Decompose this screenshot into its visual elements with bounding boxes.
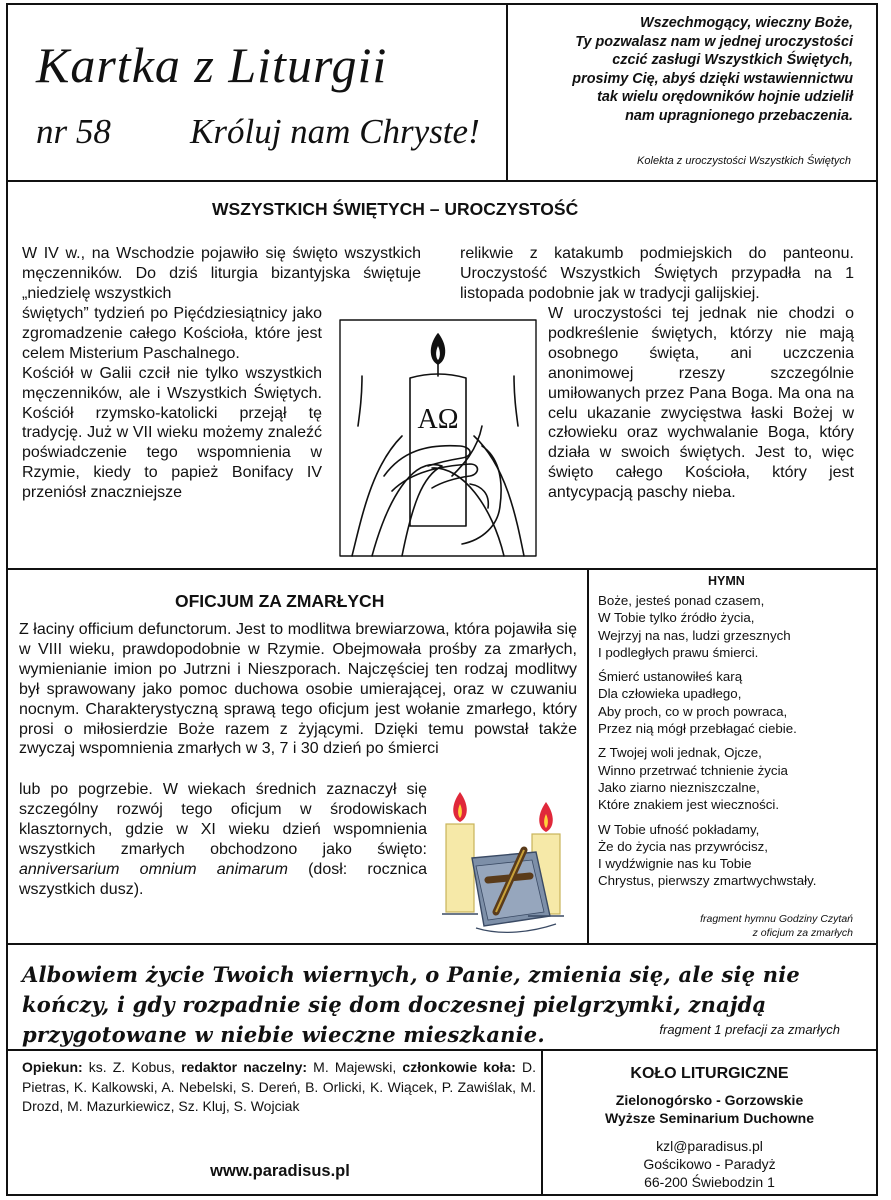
website-link[interactable]: www.paradisus.pl [210,1162,350,1180]
hymn-line: Z Twojej woli jednak, Ojcze, [598,745,762,761]
hymn-line: Boże, jesteś ponad czasem, [598,593,765,608]
members-label: członkowie koła: [402,1059,516,1075]
feast-right-wrap: W uroczystości tej jednak nie chodzi o podkreślenie świętych, którzy nie mają osobnego święta, ani uczczenia anonimowej rzeszy szczególnie umiłowanych przez Pana Boga. Ma ona na celu ukazanie zwycięstwa łaski Bożej w człowieku oraz wychwalanie Boga, który działa w swoich świętych. Jest to, więc święto całego Kościoła, który jest antycypacją paschy nieba. [548,305,854,502]
collect-prayer [515,14,853,125]
hymn-line: Że do życia nas przywrócisz, [598,838,768,854]
editor-label: redaktor naczelny: [181,1059,308,1075]
collect-line: Wszechmogący, wieczny Boże, [640,15,853,31]
organization-info [547,1065,872,1191]
feast-paragraph: Kościół w Galii czcił nie tylko wszystkich męczenników, ale i Wszystkich Świętych. Kościół rzymsko-katolicki przejął tę tradycję. Już w VII wieku możemy znaleźć poświadczenie tego wspomnienia w Rzymie, kiedy to papież Bonifacy IV przeniósł znaczniejsze [22,364,322,502]
hymn-line: I wydźwignie nas ku Tobie [598,856,752,872]
hymn-stanza [598,744,860,813]
paschal-candle-illustration [332,316,544,564]
contact-email[interactable]: kzl@paradisus.pl [656,1138,763,1154]
collect-source: Kolekta z uroczystości Wszystkich Świętych [637,155,851,167]
editor-name: M. Majewski, [313,1059,397,1075]
hymn-stanza [598,592,860,661]
masthead-motto: Króluj nam Chryste! [190,112,480,151]
hymn-line: Chrystus, pierwszy zmartwychwstały. [598,873,817,889]
hymn-line: Jako ziarno niezniszczalne, [598,779,760,795]
address-line: Gościkowo - Paradyż [643,1156,776,1172]
hymn-line: Winno przetrwać tchnienie życia [598,762,788,778]
divider [587,568,589,944]
office-paragraph: Z łaciny officium defunctorum. Jest to modlitwa brewiarzowa, która pojawiła się w VIII wieku, prawdopodobnie w Rzymie. Obejmowała prośby za zmarłych, wymienianie imion po Jutrzni i Nieszporach. Najczęściej ten rodzaj modlitwy był sprawowany jako pomoc duchowa osobie umierającej, oraz w czuwaniu nocnym. Charakterystyczną sprawą tego oficjum jest wołanie zmarłego, który prosi o miłosierdzie Boże razem z żyjącymi. Dzięki temu powstał także zwyczaj wspomnienia zmarłych w 3, 7 i 30 dzień po śmierci [19,621,577,758]
hymn-title: HYMN [708,574,745,588]
collect-line: czcić zasługi Wszystkich Świętych, [612,52,853,68]
editorial-staff [22,1058,536,1117]
organization-name: KOŁO LITURGICZNE [630,1065,789,1082]
alpha-omega-letters: AΩ [417,404,459,435]
feast-paragraph: świętych” tydzień po Pięćdziesiątnicy jako zgromadzenie całego Kościoła, które jest celem Misterium Paschalnego. [22,305,322,362]
hymn-line: Przez nią mógł przebłagać ciebie. [598,721,797,737]
divider [6,180,878,182]
office-paragraph-wrap [19,780,427,899]
divider [506,3,508,181]
hymn-source-line: fragment hymnu Godziny Czytań [700,913,853,925]
hymn-line: Wejrzyj na nas, ludzi grzesznych [598,627,791,643]
hymn-source-line: z oficjum za zmarłych [752,927,853,939]
issue-number: nr 58 [36,112,111,151]
preface-quote: Albowiem życie Twoich wiernych, o Panie, zmienia się, ale się nie kończy, i gdy rozpadnie się dom doczesnej pielgrzymki, znajdą przygotowane w niebie wieczne mieszkanie. [22,962,800,1047]
members-list: D. Pietras, K. Kalkowski, A. Nebelski, S. Dereń, B. Orlicki, K. Wiącek, P. Zawiślak, M. Drozd, M. Mazurkiewicz, Sz. Kluj, S. Wojciak [22,1059,537,1115]
divider [6,568,878,570]
masthead-title: Kartka z Liturgii [36,37,388,93]
hymn-line: Które znakiem jest wieczności. [598,797,780,813]
hymn-line: Aby proch, co w proch powraca, [598,703,788,719]
collect-line: Ty pozwalasz nam w jednej uroczystości [575,33,853,50]
feast-title: WSZYSTKICH ŚWIĘTYCH – UROCZYSTOŚĆ [212,199,579,219]
feast-left-wrap [22,304,322,503]
office-title: OFICJUM ZA ZMARŁYCH [175,591,385,611]
organization-line: Zielonogórsko - Gorzowskie [615,1092,804,1108]
office-text: (dosł: rocznica wszystkich dusz). [19,860,427,898]
collect-line: tak wielu orędowników hojnie udzielił [597,89,853,105]
office-latin-term: anniversarium omnium animarum [19,860,288,878]
guardian-label: Opiekun: [22,1059,83,1075]
hymn-line: W Tobie tylko źródło życia, [598,610,755,626]
collect-line: prosimy Cię, abyś dzięki wstawiennictwu [572,70,853,87]
feast-right-top: relikwie z katakumb podmiejskich do panteonu. Uroczystość Wszystkich Świętych przypadła na 1 listopada podobnie jak w tradycji galijskiej. [460,245,854,302]
office-text: lub po pogrzebie. W wiekach średnich zaznaczył się szczególny rozwój tego oficjum w środowiskach klasztornych, gdzie w XI wieku dzień wspomnienia wszystkich zmarłych obchodzono jako święto: [19,781,427,858]
hymn-line: Śmierć ustanowiłeś karą [598,669,743,685]
guardian-name: ks. Z. Kobus, [88,1059,175,1075]
hymn-line: Dla człowieka upadłego, [598,686,742,702]
divider [541,1049,543,1196]
hymn-line: I podległych prawu śmierci. [598,644,759,660]
divider [6,943,878,945]
feast-left-top: W IV w., na Wschodzie pojawiło się święto wszystkich męczenników. Do dziś liturgia bizantyjska świętuje „niedzielę wszystkich [22,245,421,302]
candles-and-book-illustration [432,788,574,938]
hymn-line: W Tobie ufność pokładamy, [598,821,760,837]
preface-source: fragment 1 prefacji za zmarłych [659,1022,840,1037]
hymn-stanza [598,821,860,890]
hymn-text [598,592,860,897]
address-line: 66-200 Świebodzin 1 [644,1174,775,1190]
organization-line: Wyższe Seminarium Duchowne [604,1110,814,1126]
collect-line: nam upragnionego przebaczenia. [625,107,853,124]
hymn-stanza [598,668,860,737]
hymn-source [598,912,853,940]
